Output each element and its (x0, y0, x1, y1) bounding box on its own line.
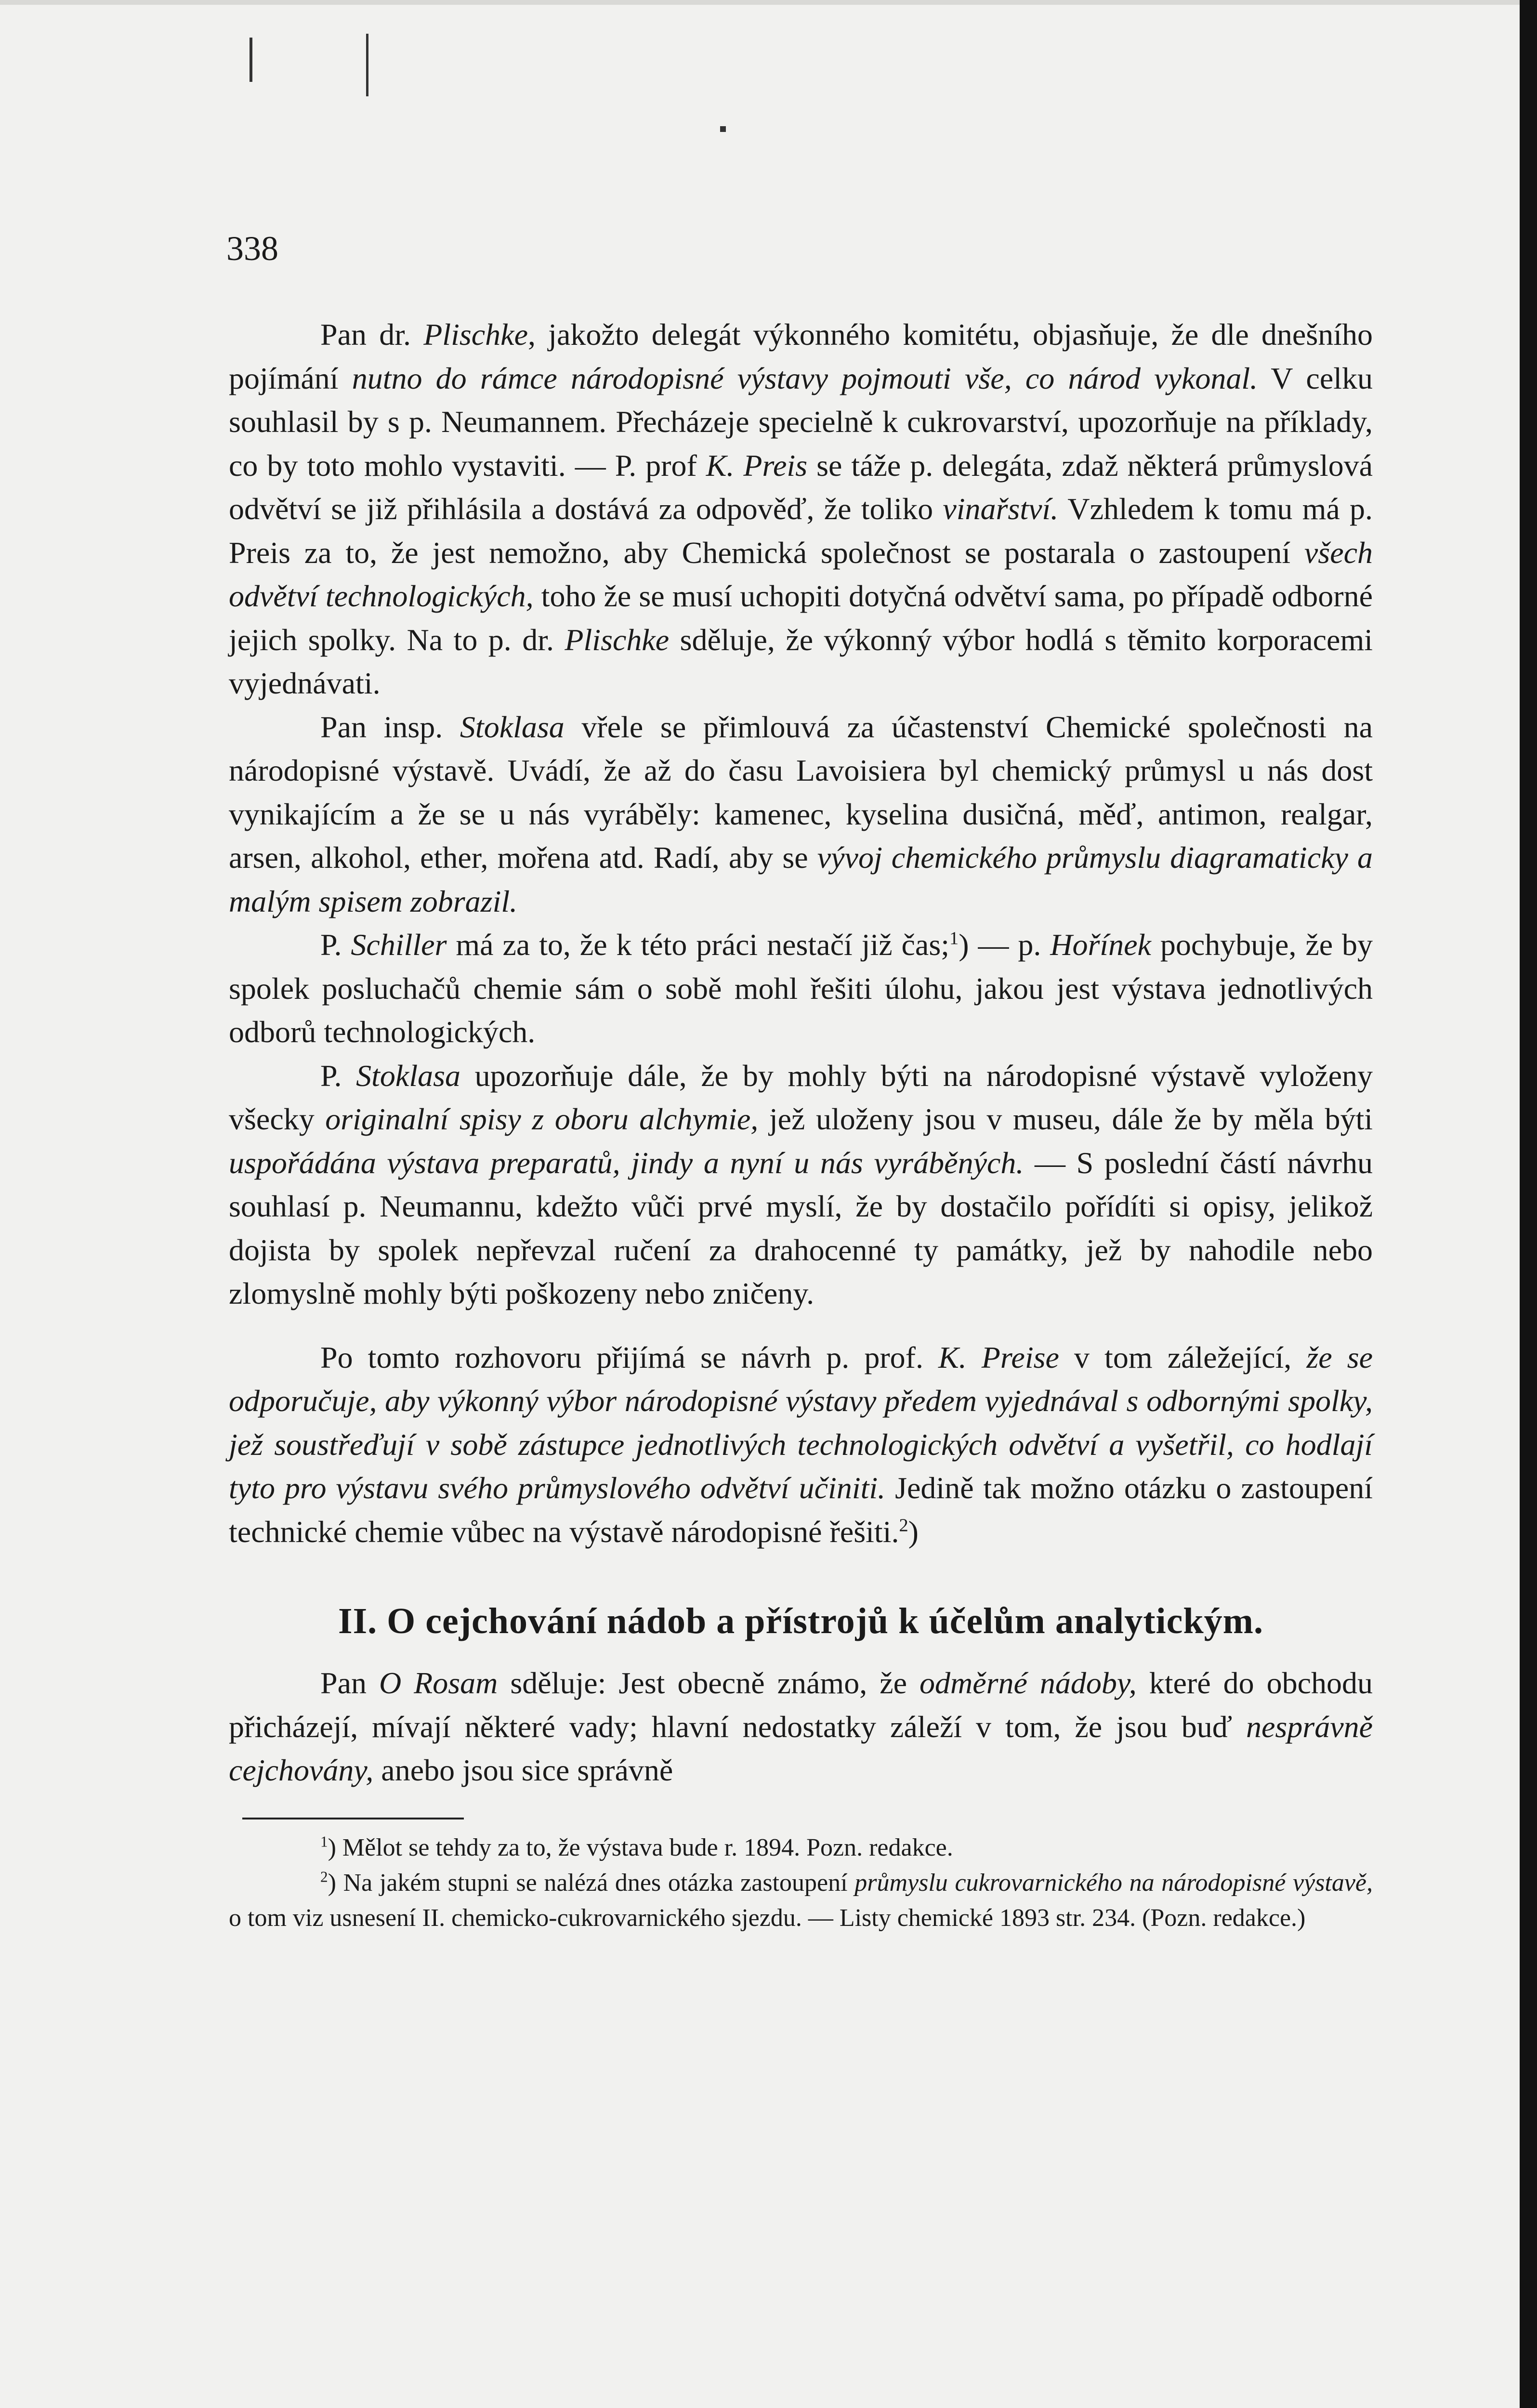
paragraph-6 (229, 1662, 1373, 1793)
italic-phrase: všech odvětví technologických, (229, 535, 1373, 613)
footnote-1 (229, 1830, 1373, 1865)
footnote-mark: 2 (320, 1868, 328, 1885)
text-run: Po tomto rozhovoru přijímá se návrh p. prof. (320, 1340, 939, 1374)
text-run: pochybuje, že by spolek posluchačů chemie sám o sobě mohl řešiti úlohu, jakou jest výstava jednotlivých odborů technologických. (229, 928, 1373, 1049)
italic-phrase: že se odporučuje, aby výkonný výbor národopisné výstavy předem vyjednával s odbornými spolky, jež soustřeďují v sobě zástupce jednotlivých technologických odvětví a vyšetřil, co hodlají tyto pro výstavu svého průmyslového odvětví učiniti. (229, 1340, 1373, 1505)
text-run: se táže p. delegáta, zdaž některá průmyslová odvětví se již přihlásila a dostává za odpověď, že toliko (229, 448, 1373, 526)
text-run: toho že se musí uchopiti dotyčná odvětví sama, po případě odborné jejich spolky. Na to p. dr. (229, 579, 1373, 657)
italic-phrase: uspořádána výstava preparatů, jindy a nyní u nás vyráběných. (229, 1145, 1024, 1180)
text-run: upozorňuje dále, že by mohly býti na národopisné výstavě vyloženy všecky (229, 1058, 1373, 1136)
italic-phrase: nesprávně cejchovány, (229, 1709, 1373, 1787)
footnote-2 (229, 1865, 1373, 1936)
text-run: má za to, že k této práci nestačí již čas; (447, 928, 950, 962)
italic-phrase: nutno do rámce národopisné výstavy pojmouti vše, co národ vykonal. (352, 361, 1258, 395)
text-run: Pan (320, 1666, 379, 1700)
italic-phrase: vinařství. (943, 492, 1059, 526)
italic-name: Stoklasa (356, 1058, 460, 1093)
scan-border-right (1520, 0, 1537, 2408)
text-run: o tom viz usnesení II. chemicko-cukrovarnického sjezdu. — Listy chemické 1893 str. 234. (Pozn. redakce.) (229, 1904, 1306, 1932)
italic-name: Plischke (565, 622, 670, 657)
footnotes (229, 1830, 1373, 1936)
italic-phrase: vývoj chemického průmyslu diagramaticky a malým spisem zobrazil. (229, 840, 1373, 918)
italic-name: K. Preise (938, 1340, 1059, 1374)
text-run: vřele se přimlouvá za účastenství Chemické společnosti na národopisné výstavě. Uvádí, že až do času Lavoisiera byl chemický průmysl u nás dost vynikajícím a že se u nás vyráběly: kamenec, kyselina dusičná, měď, antimon, realgar, arsen, alkohol, ether, mořena atd. Radí, aby se (229, 709, 1373, 875)
text-run: , jakožto delegát výkonného komitétu, objasňuje, že dle dnešního pojímání (229, 317, 1373, 395)
italic-phrase: průmyslu cukrovarnického na národopisné výstavě, (854, 1869, 1373, 1897)
italic-name: K. Preis (706, 448, 808, 483)
paragraph-2 (229, 706, 1373, 924)
text-run: P. (320, 1058, 356, 1093)
text-run: ) Mělot se tehdy za to, že výstava bude r. 1894. Pozn. redakce. (328, 1833, 953, 1861)
page-number: 338 (226, 229, 278, 268)
text-run: sděluje, že výkonný výbor hodlá s těmito korporacemi vyjednávati. (229, 622, 1373, 700)
paragraph-1 (229, 313, 1373, 706)
body-text (229, 313, 1373, 1936)
paragraph-4 (229, 1054, 1373, 1316)
text-run: Jedině tak možno otázku o zastoupení technické chemie vůbec na výstavě národopisné řešiti. (229, 1471, 1373, 1549)
footnote-mark: 1 (320, 1833, 328, 1850)
text-run: v tom záležející, (1059, 1340, 1307, 1374)
text-run: P. (320, 928, 351, 962)
footnote-ref: 2 (899, 1515, 908, 1536)
text-run: — S poslední částí návrhu souhlasí p. Neumannu, kdežto vůči prvé myslí, že by dostačilo pořídíti si opisy, jelikož dojista by spolek nepřevzal ručení za drahocenné ty památky, jež by nahodile nebo zlomyslně mohly býti poškozeny nebo zničeny. (229, 1145, 1373, 1310)
section-heading: II. O cejchování nádob a přístrojů k účelům analytickým. (338, 1601, 1263, 1641)
italic-name: Plischke (423, 317, 528, 352)
text-run: které do obchodu přicházejí, mívají některé vady; hlavní nedostatky záleží v tom, že jsou buď (229, 1666, 1373, 1744)
text-run: ) — p. (959, 928, 1051, 962)
italic-name: Stoklasa (460, 709, 565, 744)
text-run: ) (908, 1514, 919, 1549)
italic-name: O Rosam (379, 1666, 498, 1700)
page-top-edge (0, 0, 1537, 5)
text-run: Pan insp. (320, 709, 460, 744)
text-run: V celku souhlasil by s p. Neumannem. Přecházeje specielně k cukrovarství, upozorňuje na příklady, co by toto mohlo vystaviti. — P. prof (229, 361, 1373, 483)
text-run: anebo jsou sice správně (373, 1753, 673, 1787)
italic-phrase: odměrné nádoby, (919, 1666, 1137, 1700)
scan-speck (366, 34, 368, 96)
paragraph-5 (229, 1336, 1373, 1554)
text-run: Vzhledem k tomu má p. Preis za to, že jest nemožno, aby Chemická společnost se postarala o zastoupení (229, 492, 1373, 570)
text-run: Pan dr. (320, 317, 424, 352)
scan-speck (720, 126, 726, 132)
text-run: ) Na jakém stupni se nalézá dnes otázka zastoupení (328, 1869, 855, 1897)
italic-name: Hořínek (1050, 928, 1151, 962)
text-run: jež uloženy jsou v museu, dále že by měla býti (758, 1102, 1373, 1136)
footnote-divider (242, 1818, 464, 1819)
footnote-ref: 1 (949, 928, 959, 949)
text-run: sděluje: Jest obecně známo, že (498, 1666, 920, 1700)
scan-speck (250, 38, 252, 82)
italic-phrase: originalní spisy z oboru alchymie, (325, 1102, 759, 1136)
italic-name: Schiller (351, 928, 447, 962)
paragraph-3 (229, 923, 1373, 1054)
